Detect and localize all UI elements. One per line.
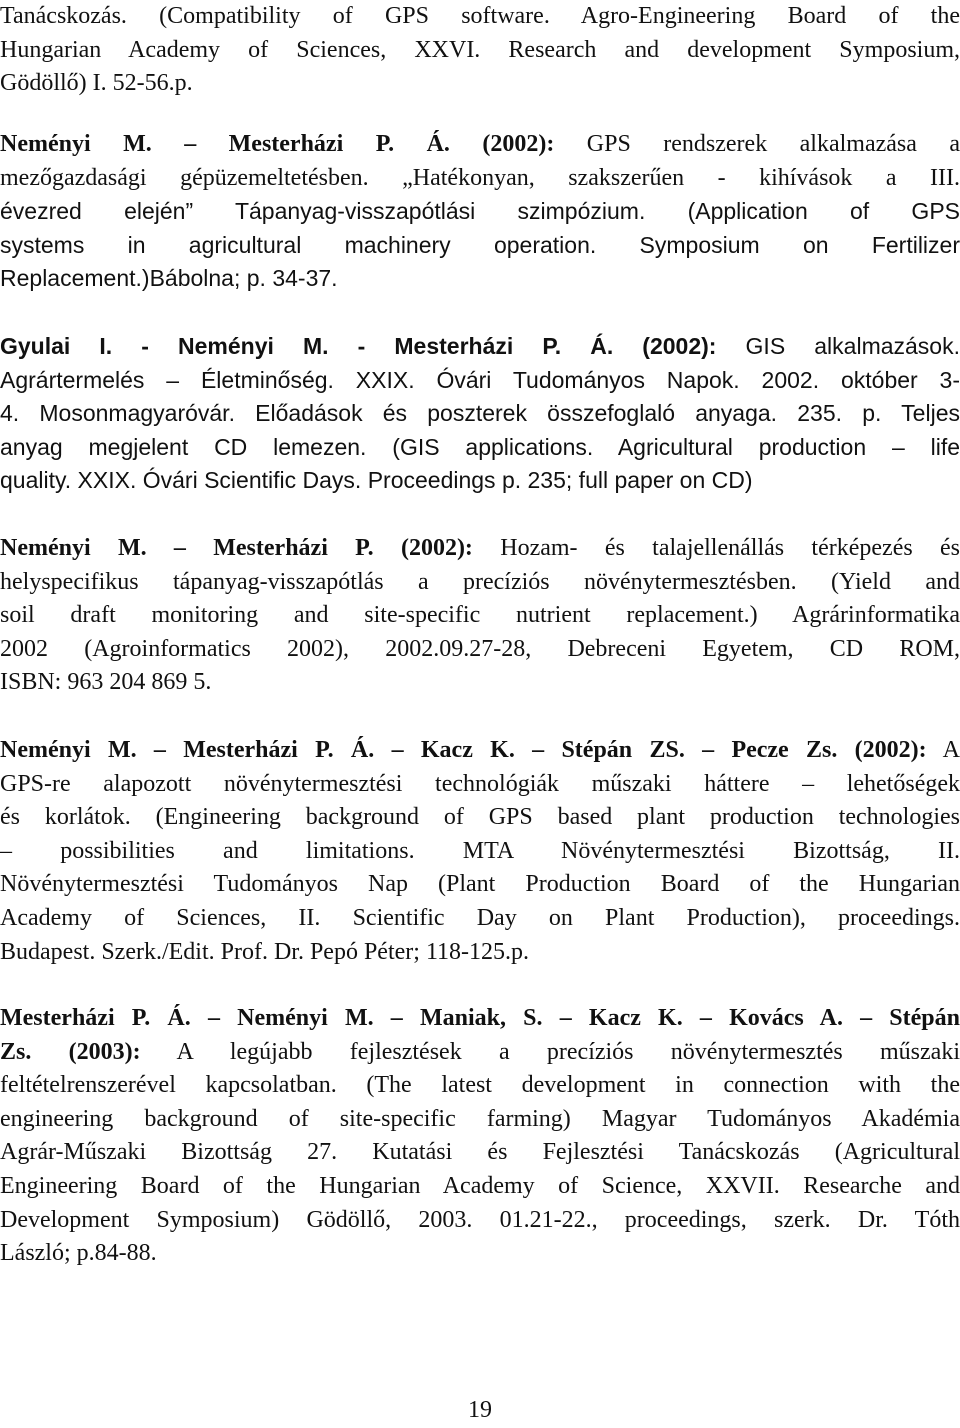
reference-text: Agrártermelés – Életminőség. XXIX. Óvári Tudományos Napok. 2002. október 3- [0, 366, 960, 393]
reference-line [0, 397, 960, 430]
reference-text: Növénytermesztési Tudományos Nap (Plant Production Board of the Hungarian [0, 871, 960, 898]
reference-text: Gödöllő) I. 52-56.p. [0, 70, 193, 97]
reference-authors: Gyulai I. - Neményi M. - Mesterházi P. Á. (2002): [0, 333, 717, 359]
reference-text: évezred elején” Tápanyag-visszapótlási szimpózium. (Application of GPS [0, 198, 960, 225]
reference-line [0, 633, 960, 666]
reference-text: 2002 (Agroinformatics 2002), 2002.09.27-28, Debreceni Egyetem, CD ROM, [0, 635, 960, 662]
reference-text: anyag megjelent CD lemezen. (GIS applications. Agricultural production – life [0, 433, 960, 460]
reference-text: GIS alkalmazások. [716, 333, 960, 359]
reference-line [0, 868, 960, 901]
reference-line [0, 1002, 960, 1035]
reference-text: A legújabb fejlesztések a precíziós növénytermesztés műszaki [140, 1038, 960, 1065]
reference-text: A [926, 737, 960, 763]
reference-text: Hozam- és talajellenállás térképezés és [472, 535, 960, 561]
reference-line [0, 195, 960, 228]
reference-line [0, 34, 960, 67]
reference-line [0, 464, 960, 497]
reference-line [0, 67, 960, 100]
reference-text: ISBN: 963 204 869 5. [0, 669, 212, 696]
reference-line [0, 532, 960, 565]
reference-line [0, 666, 960, 699]
reference-text: GPS-re alapozott növénytermesztési technológiák műszaki háttere – lehetőségek [0, 770, 960, 797]
reference-line [0, 566, 960, 599]
reference-authors: Mesterházi P. Á. – Neményi M. – Maniak, S. – Kacz K. – Kovács A. – Stépán [0, 1005, 960, 1031]
reference-line [0, 936, 960, 969]
reference-text: László; p.84-88. [0, 1240, 157, 1267]
reference-text: Academy of Sciences, II. Scientific Day on Plant Production), proceedings. [0, 905, 960, 931]
reference-line [0, 801, 960, 834]
reference-line [0, 229, 960, 262]
reference-line [0, 768, 960, 801]
reference-text: feltételrenszerével kapcsolatban. (The latest development in connection with the [0, 1072, 960, 1099]
reference-text: Development Symposium) Gödöllő, 2003. 01.21-22., proceedings, szerk. Dr. Tóth [0, 1206, 960, 1233]
reference-text: Tanácskozás. (Compatibility of GPS software. Agro-Engineering Board of the [0, 3, 960, 29]
page-number: 19 [468, 1397, 492, 1423]
reference-text: mezőgazdasági gépüzemeltetésben. „Hatékonyan, szakszerűen - kihívások a III. [0, 164, 960, 191]
reference-text: helyspecifikus tápanyag-visszapótlás a precíziós növénytermesztésben. (Yield and [0, 568, 960, 595]
reference-text: systems in agricultural machinery operation. Symposium on Fertilizer [0, 231, 960, 258]
reference-text: Replacement.)Bábolna; p. 34-37. [0, 265, 338, 292]
reference-line [0, 1204, 960, 1237]
reference-line [0, 330, 960, 363]
reference-authors: Neményi M. – Mesterházi P. Á. (2002): [0, 131, 555, 157]
reference-line [0, 431, 960, 464]
reference-authors: Zs. (2003): [0, 1038, 141, 1065]
reference-text: quality. XXIX. Óvári Scientific Days. Proceedings p. 235; full paper on CD) [0, 467, 753, 494]
reference-line [0, 162, 960, 195]
reference-text: és korlátok. (Engineering background of GPS based plant production technologies [0, 804, 960, 831]
reference-text: Hungarian Academy of Sciences, XXVI. Research and development Symposium, [0, 36, 960, 63]
reference-line [0, 599, 960, 632]
reference-line [0, 1036, 960, 1069]
reference-line [0, 364, 960, 397]
reference-text: soil draft monitoring and site-specific nutrient replacement.) Agrárinformatika [0, 602, 960, 629]
reference-line [0, 1103, 960, 1136]
reference-line [0, 835, 960, 868]
reference-line [0, 1069, 960, 1102]
reference-line [0, 902, 960, 935]
reference-text: Budapest. Szerk./Edit. Prof. Dr. Pepó Péter; 118-125.p. [0, 938, 530, 965]
reference-text: Agrár-Műszaki Bizottság 27. Kutatási és Fejlesztési Tanácskozás (Agricultural [0, 1139, 960, 1166]
reference-text: – possibilities and limitations. MTA Növénytermesztési Bizottság, II. [0, 837, 960, 864]
reference-line [0, 1170, 960, 1203]
reference-line [0, 262, 960, 295]
reference-line [0, 734, 960, 767]
reference-line [0, 0, 960, 33]
reference-line [0, 128, 960, 161]
reference-line [0, 1136, 960, 1169]
reference-authors: Neményi M. – Mesterházi P. (2002): [0, 535, 473, 561]
reference-authors: Neményi M. – Mesterházi P. Á. – Kacz K. – Stépán ZS. – Pecze Zs. (2002): [0, 737, 927, 763]
reference-text: Engineering Board of the Hungarian Academy of Science, XXVII. Researche and [0, 1173, 960, 1199]
reference-text: GPS rendszerek alkalmazása a [554, 131, 960, 157]
reference-line [0, 1237, 960, 1270]
reference-text: engineering background of site-specific farming) Magyar Tudományos Akadémia [0, 1105, 960, 1132]
reference-text: 4. Mosonmagyaróvár. Előadások és poszterek összefoglaló anyaga. 235. p. Teljes [0, 400, 960, 427]
